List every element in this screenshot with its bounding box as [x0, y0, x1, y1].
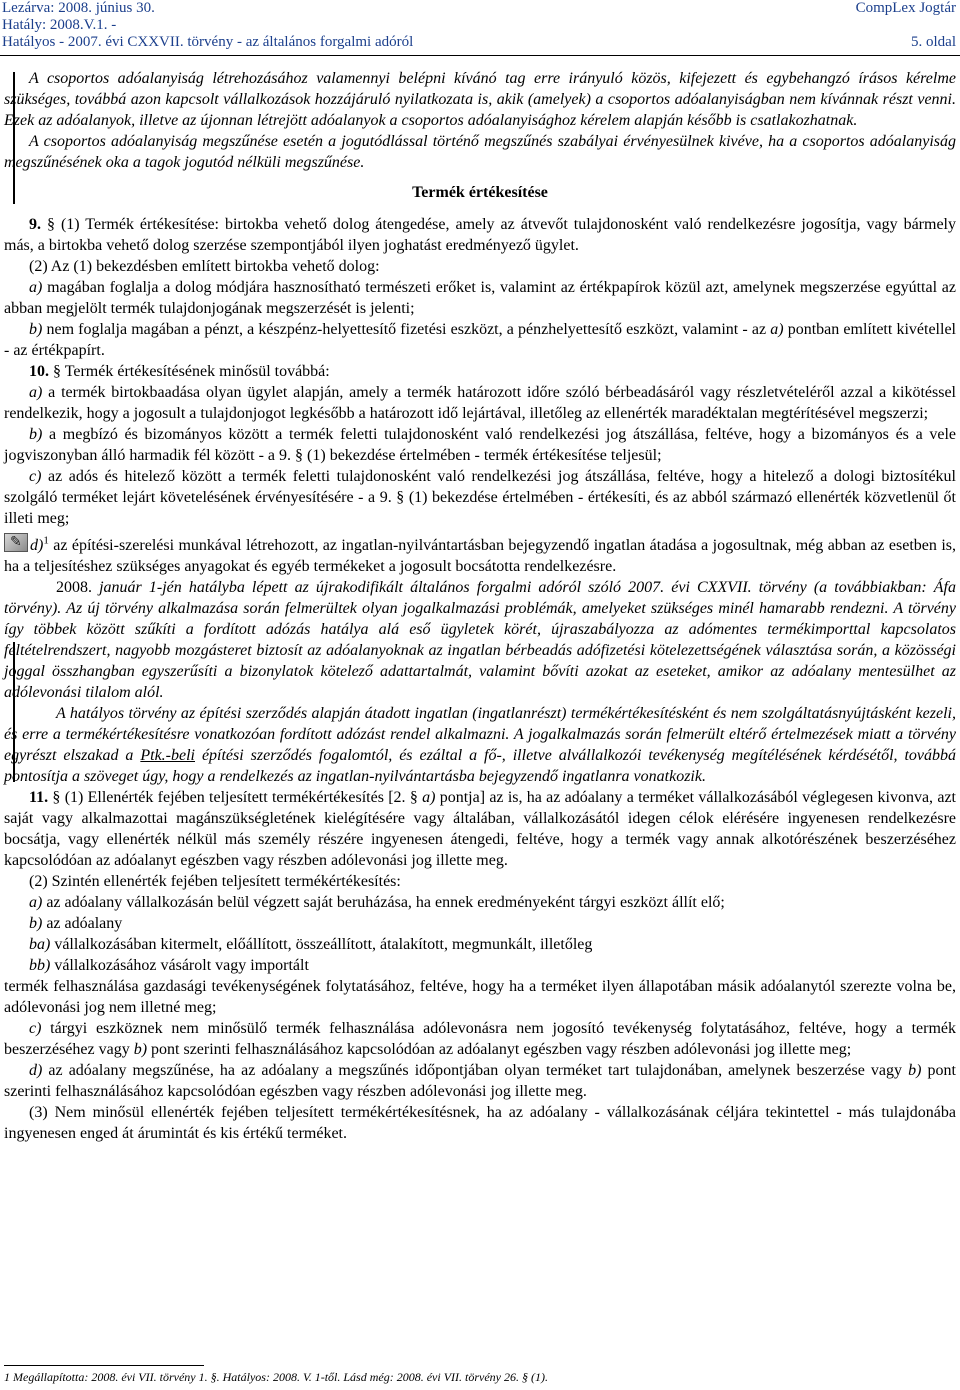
point-text: az adóalany vállalkozásán belül végzett saját beruházása, ha ennek eredményeként tárgyi eszközt állít elő; — [42, 894, 725, 911]
point-text: a termék birtokbaadása olyan ügylet alapján, amely a termék határozott időre szóló bérbeadásáról vagy részletvételéről azzal a kikötéssel rendelkezik, hogy a jogosult a tulajdonjogot legkésőbb a határozott idő lejártával, illetőleg az ellenérték maradéktalan megtérítésével megszerzi; — [4, 384, 956, 422]
point-text: magában foglalja a dolog módjára hasznosítható természeti erőket is, valamint az értékpapírok közül azt, amelynek megszerzése egyúttal az abban megjelölt termék tulajdonjogának megszerzését is jelenti; — [4, 279, 956, 317]
section-heading: Termék értékesítése — [412, 184, 548, 201]
footnote-divider — [4, 1365, 204, 1366]
closing-date: Lezárva: 2008. június 30. — [2, 0, 155, 16]
point-label: ba) — [29, 936, 51, 953]
point-reference: b) — [908, 1062, 922, 1079]
point-label: a) — [29, 894, 43, 911]
document-header-left — [2, 0, 413, 51]
point-reference: b) — [133, 1041, 148, 1058]
section-11-paragraph-3: (3) Nem minősül ellenérték fejében teljesített termékértékesítésnek, ha az adóalany - vállalkozásának céljára tekintettel - más tulajdonába ingyenesen enged át árumintát és kis értékű terméket. — [4, 1104, 956, 1142]
ptk-link[interactable]: Ptk.-beli — [140, 747, 195, 764]
section-9-paragraph-2: (2) Az (1) bekezdésben említett birtokba vehető dolog: — [29, 258, 380, 275]
point-reference: a) — [422, 789, 436, 806]
point-text: nem foglalja magában a pénzt, a készpénz-helyettesítő fizetési eszközt, a pénzhelyettesítő eszközt, valamint - az — [42, 321, 771, 338]
section-11-point-c — [4, 1018, 956, 1060]
section-11-paragraph-1 — [4, 787, 956, 871]
section-10-point-d — [4, 533, 956, 577]
point-text: tárgyi eszköznek nem minősülő termék felhasználása adólevonásra nem jogosító tevékenység folytatásához, feltéve, hogy a termék beszerzéséhez vagy — [4, 1020, 956, 1058]
publisher-name: CompLex Jogtár — [855, 0, 956, 16]
point-text: a megbízó és bizományos között a termék feletti tulajdonosként való rendelkezési jog átszállása, feltéve, hogy a bizományos és a vele jogviszonyban álló harmadik fél között - a 9. § (1) bekezdése értelmében - termék értékesítése teljesül; — [4, 426, 956, 464]
point-text: pont szerinti felhasználásához kapcsolódóan egészben vagy részben adólevonási jog illette meg. — [4, 1062, 956, 1100]
point-label: a) — [29, 279, 43, 296]
section-11-number: 11. — [29, 789, 49, 806]
footnote-reference[interactable]: 1 — [43, 534, 49, 547]
section-10-point-c — [4, 466, 956, 529]
footnote: 1 Megállapította: 2008. évi VII. törvény 1. §. Hatályos: 2008. V. 1-től. Lásd még: 2008. évi VII. törvény 26. § (1). — [4, 1370, 549, 1384]
section-11-after-b: termék felhasználása gazdasági tevékenységének folytatásához, feltéve, hogy ha a terméket ilyen állapotában másik adóalanytól szerezte volna be, adólevonási jog nem illetné meg; — [4, 978, 956, 1016]
point-label: a) — [29, 384, 43, 401]
point-text: az adóalany — [42, 915, 123, 932]
effect-date: Hatály: 2008.V.1. - — [2, 17, 117, 33]
point-text: vállalkozásához vásárolt vagy importált — [50, 957, 309, 974]
section-10-lead — [4, 361, 956, 382]
section-10-text: § Termék értékesítésének minősül továbbá: — [49, 363, 330, 380]
section-10-number: 10. — [29, 363, 49, 380]
section-10-point-b — [4, 424, 956, 466]
commentary-text: építési szerződés fogalomtól, és ezáltal a fő-, illetve alvállalkozói tevékenység megítélésének kérdésétől, továbbá pontosítja a szöveget úgy, hogy a rendelkezés az ingatlan-nyilvántartásba bejegyzendő ingatlanra vonatkozik. — [4, 747, 956, 785]
point-reference: a) — [770, 321, 784, 338]
point-label: b) — [29, 915, 43, 932]
section-11-point-ba — [4, 934, 956, 955]
point-text: pont szerinti felhasználásához kapcsolódóan az adóalanyt egészben vagy részben adólevonási jog illette meg; — [147, 1041, 852, 1058]
section-11-point-d — [4, 1060, 956, 1102]
point-label: c) — [29, 1020, 42, 1037]
point-label: b) — [29, 426, 43, 443]
point-label: b) — [29, 321, 43, 338]
section-9-point-a — [4, 277, 956, 319]
intro-paragraph-1: A csoportos adóalanyiság létrehozásához valamennyi belépni kívánó tag erre irányuló közös, kifejezett és egybehangzó írásos kérelme szükséges, továbbá azon kapcsolt vállalkozások hozzájáruló nyilatkozata is, akik (amelyek) a csoportos adóalanyiságban nem kívánnak részt venni. Ezek az adóalanyok, illetve az újonnan létrejött adóalanyok a csoportos adóalanyisághoz kérelem alapján később is csatlakozhatnak. — [4, 70, 956, 129]
law-title: Hatályos - 2007. évi CXXVII. törvény - az általános forgalmi adóról — [2, 34, 414, 50]
section-11-point-a — [4, 892, 956, 913]
page-number: 5. oldal — [911, 34, 956, 50]
section-9-paragraph-1 — [4, 214, 956, 256]
section-11-text: pontja] az is, ha az adóalany a terméket vállalkozásából véglegesen kivonva, azt saját vagy alkalmazottai magánszükségletének kielégítésére vagy általában, vállalkozásától idegen célok elérésére ingyenesen rendelkezésre bocsátja, vagy ellenérték nélkül más személy részére ingyenesen átengedi, feltéve, hogy a termék vagy annak alkotórészének beszerzéséhez kapcsolódóan az adóalanyt egészben vagy részben adólevonási jog illette meg. — [4, 789, 956, 869]
section-11-point-bb — [4, 955, 956, 976]
point-text: az adós és hitelező között a termék feletti tulajdonosként való rendelkezési jog átszállása, feltéve, hogy a hitelező a dologi biztosítékul szolgáló terméket lejárt követelésének érvényesítésére - a 9. § (1) bekezdése értelmében - értékesíti, és az abból származó ellenérték közvetlenül őt illeti meg; — [4, 468, 956, 527]
annotation-note-icon[interactable] — [4, 533, 28, 552]
point-label: bb) — [29, 957, 51, 974]
section-9-point-b — [4, 319, 956, 361]
intro-paragraph-2: A csoportos adóalanyiság megszűnése esetén a jogutódlással történő megszűnés szabályai érvényesülnek kivéve, ha a csoportos adóalanyiság megszűnésének oka a tagok jogutód nélküli megszűnése. — [4, 133, 956, 171]
point-label: d) — [30, 537, 44, 554]
commentary-text: A hatályos törvény az építési szerződés alapján átadott ingatlan (ingatlanrészt) termékértékesítésként és nem szolgáltatásnyújtásként kezeli, és erre a termékértékesítésre vonatkozóan fordított adózást rendel alkalmazni. A jogalkalmazás során felmerült eltérő értelmezések miatt a törvény egyrészt elszakad a — [4, 705, 956, 764]
section-11-paragraph-2: (2) Szintén ellenérték fejében teljesített termékértékesítés: — [29, 873, 401, 890]
point-text: pontban említett kivétellel - az értékpapírt. — [4, 321, 956, 359]
point-label: c) — [29, 468, 42, 485]
commentary-text: január 1-jén hatályba lépett az újrakodifikált általános forgalmi adóról szóló 2007. évi CXXVII. törvény (a továbbiakban: Áfa törvény). Az új törvény alkalmazása során felmerültek olyan jogalkalmazási problémák, amelyeket szükséges minél hamarabb rendezni. A törvény így többek között szűkíti a fordított adózás hatálya alá eső ügyletek körét, újraszabályozza az adómentes termékimporttal kapcsolatos feltételrendszert, nagyobb mozgásteret biztosít az adóalanyoknak az ingatlan bérbeadás adófizetési kötelezettségének választása során, a közösségi joggal összhangban egyszerűsíti a bizonylatok kötelező adattartalmát, valamint bővíti azokat az eseteket, amikor az adóalany mentesülhet az adólevonási tilalom alól. — [4, 579, 956, 701]
point-text: az adóalany megszűnése, ha az adóalany a megszűnés időpontjában olyan terméket tart tulajdonában, amelynek beszerzése vagy — [42, 1062, 909, 1079]
commentary-paragraph-2 — [4, 703, 956, 787]
document-body — [4, 68, 956, 1144]
section-11-point-b — [4, 913, 956, 934]
point-label: d) — [29, 1062, 43, 1079]
header-divider — [0, 55, 960, 56]
commentary-paragraph-1 — [4, 577, 956, 703]
point-text: az építési-szerelési munkával létrehozott, az ingatlan-nyilvántartásban bejegyzendő ingatlan átadása a jogosultnak, még abban az esetben is, ha a teljesítéshez szükséges anyagokat és egyéb termékeket a jogosult bocsátotta rendelkezésre. — [4, 537, 956, 575]
section-11-text: § (1) Ellenérték fejében teljesített termékértékesítés [2. § — [48, 789, 423, 806]
commentary-lead: 2008. — [56, 579, 92, 596]
point-text: vállalkozásában kitermelt, előállított, összeállított, átalakított, megmunkált, illetőleg — [50, 936, 593, 953]
section-10-point-a — [4, 382, 956, 424]
section-9-number: 9. — [29, 216, 41, 233]
section-9-text: § (1) Termék értékesítése: birtokba vehető dolog átengedése, amely az átvevőt tulajdonosként való rendelkezésre jogosítja, vagy bármely más, a birtokba vehető dolog szerzése szempontjából ilyen joghatást eredményező ügylet. — [4, 216, 956, 254]
